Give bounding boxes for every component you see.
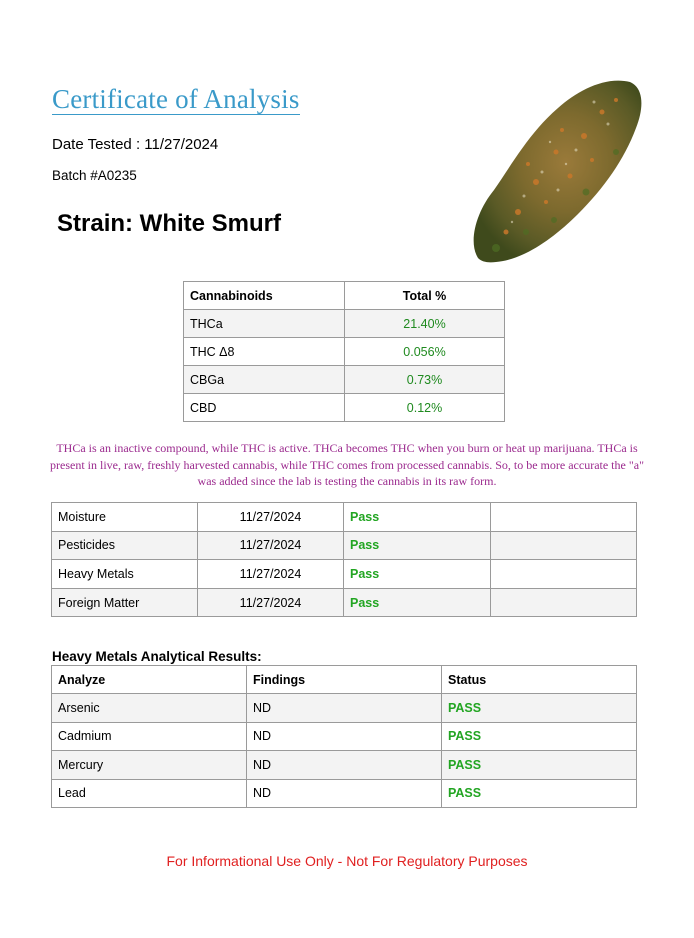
total-header: Total %: [345, 282, 505, 310]
date-tested: Date Tested : 11/27/2024: [52, 136, 219, 153]
test-result: Pass: [344, 503, 491, 532]
analyte-finding: ND: [247, 779, 442, 807]
cannabis-bud-image: [466, 72, 646, 264]
cannabinoids-table: [183, 281, 505, 422]
cannabinoid-name: THC Δ8: [184, 338, 345, 366]
disclaimer-footer: For Informational Use Only - Not For Regulatory Purposes: [166, 853, 528, 869]
test-date: 11/27/2024: [198, 531, 344, 560]
test-date: 11/27/2024: [198, 503, 344, 532]
cannabinoid-name: CBD: [184, 394, 345, 422]
test-date: 11/27/2024: [198, 560, 344, 589]
table-row: [52, 503, 637, 532]
analyte-name: Mercury: [52, 751, 247, 779]
table-row: [52, 751, 637, 779]
table-header-row: [184, 282, 505, 310]
tests-table: [51, 502, 637, 617]
table-row: [52, 694, 637, 722]
table-row: [52, 531, 637, 560]
batch-number: Batch #A0235: [52, 168, 137, 183]
table-row: [52, 588, 637, 617]
cannabinoid-total: 0.056%: [345, 338, 505, 366]
test-result: Pass: [344, 560, 491, 589]
test-result: Pass: [344, 588, 491, 617]
strain-name: Strain: White Smurf: [57, 210, 282, 237]
cannabinoid-total: 0.73%: [345, 366, 505, 394]
thca-explanation-note: THCa is an inactive compound, while THC is active. THCa becomes THC when you burn or heat up marijuana. THCa is present in live, raw, freshly harvested cannabis, while THC comes from processed cannabis. So, to be more accurate the "a" was added since the lab is testing the cannabis in its raw form.: [50, 441, 644, 488]
test-name: Foreign Matter: [52, 588, 198, 617]
table-header-row: [52, 666, 637, 694]
table-row: [184, 366, 505, 394]
analyte-finding: ND: [247, 722, 442, 750]
test-extra: [491, 588, 637, 617]
test-extra: [491, 503, 637, 532]
table-row: [52, 779, 637, 807]
table-row: [184, 394, 505, 422]
cannabinoid-total: 0.12%: [345, 394, 505, 422]
table-row: [52, 560, 637, 589]
findings-header: Findings: [247, 666, 442, 694]
analyte-status: PASS: [442, 694, 637, 722]
heavy-metals-table: [51, 665, 637, 808]
status-header: Status: [442, 666, 637, 694]
analyte-name: Cadmium: [52, 722, 247, 750]
analyte-name: Arsenic: [52, 694, 247, 722]
cannabinoids-header: Cannabinoids: [184, 282, 345, 310]
cannabinoid-name: THCa: [184, 310, 345, 338]
test-date: 11/27/2024: [198, 588, 344, 617]
heavy-metals-title: Heavy Metals Analytical Results:: [52, 649, 262, 664]
test-extra: [491, 560, 637, 589]
test-name: Heavy Metals: [52, 560, 198, 589]
analyte-name: Lead: [52, 779, 247, 807]
analyze-header: Analyze: [52, 666, 247, 694]
table-row: [184, 338, 505, 366]
analyte-status: PASS: [442, 751, 637, 779]
cannabinoid-total: 21.40%: [345, 310, 505, 338]
document-title: Certificate of Analysis: [52, 84, 300, 114]
test-name: Moisture: [52, 503, 198, 532]
analyte-status: PASS: [442, 722, 637, 750]
analyte-status: PASS: [442, 779, 637, 807]
table-row: [52, 722, 637, 750]
table-row: [184, 310, 505, 338]
test-extra: [491, 531, 637, 560]
test-result: Pass: [344, 531, 491, 560]
analyte-finding: ND: [247, 694, 442, 722]
test-name: Pesticides: [52, 531, 198, 560]
analyte-finding: ND: [247, 751, 442, 779]
cannabinoid-name: CBGa: [184, 366, 345, 394]
